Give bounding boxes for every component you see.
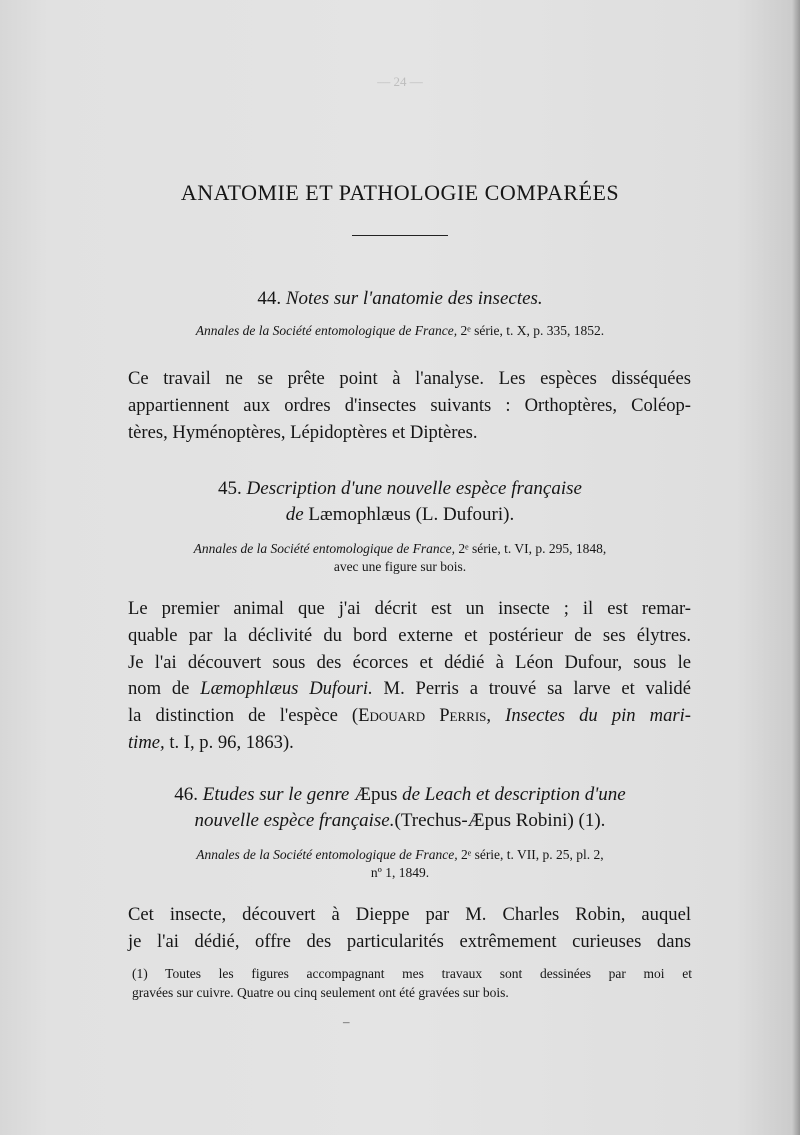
- footnote-line-1: (1) Toutes les figures accompagnant mes travaux sont dessinées par moi et: [132, 966, 692, 981]
- entry-46-paragraph: [128, 902, 691, 956]
- entry-45-title-species: Læmophlæus (L. Dufouri).: [308, 504, 515, 525]
- entry-46-source: [80, 846, 720, 882]
- entry-44-journal: Annales de la Société entomologique de France,: [195, 323, 458, 338]
- entry-44-line-3: tères, Hyménoptères, Lépidoptères et Diptères.: [128, 421, 478, 443]
- entry-45-number: 45.: [218, 478, 242, 499]
- entry-45-ref: 2ᵉ série, t. VI, p. 295, 1848,: [458, 541, 607, 556]
- entry-46-title-genus: Æpus: [354, 784, 398, 805]
- entry-44-line-1: Ce travail ne se prête point à l'analyse. Les espèces disséquées: [128, 368, 691, 389]
- entry-45-line-3: Je l'ai découvert sous des écorces et dédié à Léon Dufour, sous le: [128, 651, 691, 673]
- entry-46-journal: Annales de la Société entomologique de France,: [196, 847, 458, 862]
- entry-45-line-6: [128, 730, 691, 757]
- entry-45-line-4-species: Læmophlæus Dufouri.: [200, 678, 373, 700]
- entry-46-title-1a: Etudes sur le genre: [202, 784, 350, 805]
- entry-46-line-2: je l'ai dédié, offre des particularités extrêmement curieuses dans: [128, 930, 691, 952]
- entry-45-line-2: quable par la déclivité du bord externe et postérieur de ses élytres.: [128, 624, 691, 646]
- section-heading: ANATOMIE ET PATHOLOGIE COMPARÉES: [180, 180, 620, 205]
- entry-46-number: 46.: [174, 784, 199, 805]
- entry-45-title: [100, 476, 700, 528]
- entry-46-ref: 2ᵉ série, t. VII, p. 25, pl. 2,: [460, 847, 604, 862]
- entry-44-paragraph: [128, 366, 691, 446]
- entry-45-line-6-post: t. I, p. 96, 1863).: [169, 731, 294, 753]
- entry-46-line-1: Cet insecte, découvert à Dieppe par M. Charles Robin, auquel: [128, 904, 691, 925]
- page-number: — 24 —: [377, 74, 423, 89]
- entry-45-line-1: Le premier animal que j'ai décrit est un insecte ; il est remar-: [128, 598, 691, 619]
- entry-44-number: 44.: [257, 288, 282, 309]
- entry-46-title-1b: de Leach et description d'une: [402, 784, 626, 805]
- entry-45-paragraph: [128, 596, 691, 757]
- entry-46-ref-line-2: nº 1, 1849.: [370, 865, 430, 880]
- entry-45-line-4-post: M. Perris a trouvé sa larve et validé: [383, 678, 691, 700]
- page-edge-shadow: [792, 0, 800, 1135]
- entry-45-journal: Annales de la Société entomologique de France,: [193, 541, 455, 556]
- entry-45-title-line-1: Description d'une nouvelle espèce française: [246, 478, 582, 499]
- entry-46-title-2: nouvelle espèce française.: [194, 810, 395, 831]
- entry-45-line-4-pre: nom de: [128, 678, 190, 700]
- entry-45-line-5: [128, 703, 691, 730]
- entry-46-title: [100, 782, 700, 834]
- entry-44-ref: 2ᵉ série, t. X, p. 335, 1852.: [460, 323, 605, 338]
- entry-45-source: [80, 540, 720, 576]
- entry-45-title-de: de: [285, 504, 304, 525]
- entry-45-ref-line-2: avec une figure sur bois.: [333, 559, 467, 574]
- entry-45-line-6-book: time,: [128, 731, 165, 753]
- entry-46-title-species: (Trechus-Æpus Robini) (1).: [394, 810, 606, 831]
- entry-44-source: [80, 322, 720, 340]
- entry-45-line-4: [128, 676, 691, 703]
- entry-44-title-text: Notes sur l'anatomie des insectes.: [285, 288, 543, 309]
- entry-45-line-5-pre: la distinction de l'espèce (: [128, 705, 359, 727]
- entry-45-line-5-author: Edouard Perris,: [358, 705, 492, 727]
- entry-44-title: [100, 286, 700, 312]
- heading-divider: [352, 235, 448, 236]
- entry-45-line-5-book: Insectes du pin mari-: [505, 705, 691, 727]
- entry-44-line-2: appartiennent aux ordres d'insectes suivants : Orthoptères, Coléop-: [128, 394, 691, 416]
- footer-mark: –: [343, 1014, 350, 1029]
- footnote-line-2: gravées sur cuivre. Quatre ou cinq seulement ont été gravées sur bois.: [132, 985, 509, 1000]
- footnote: [132, 964, 692, 1002]
